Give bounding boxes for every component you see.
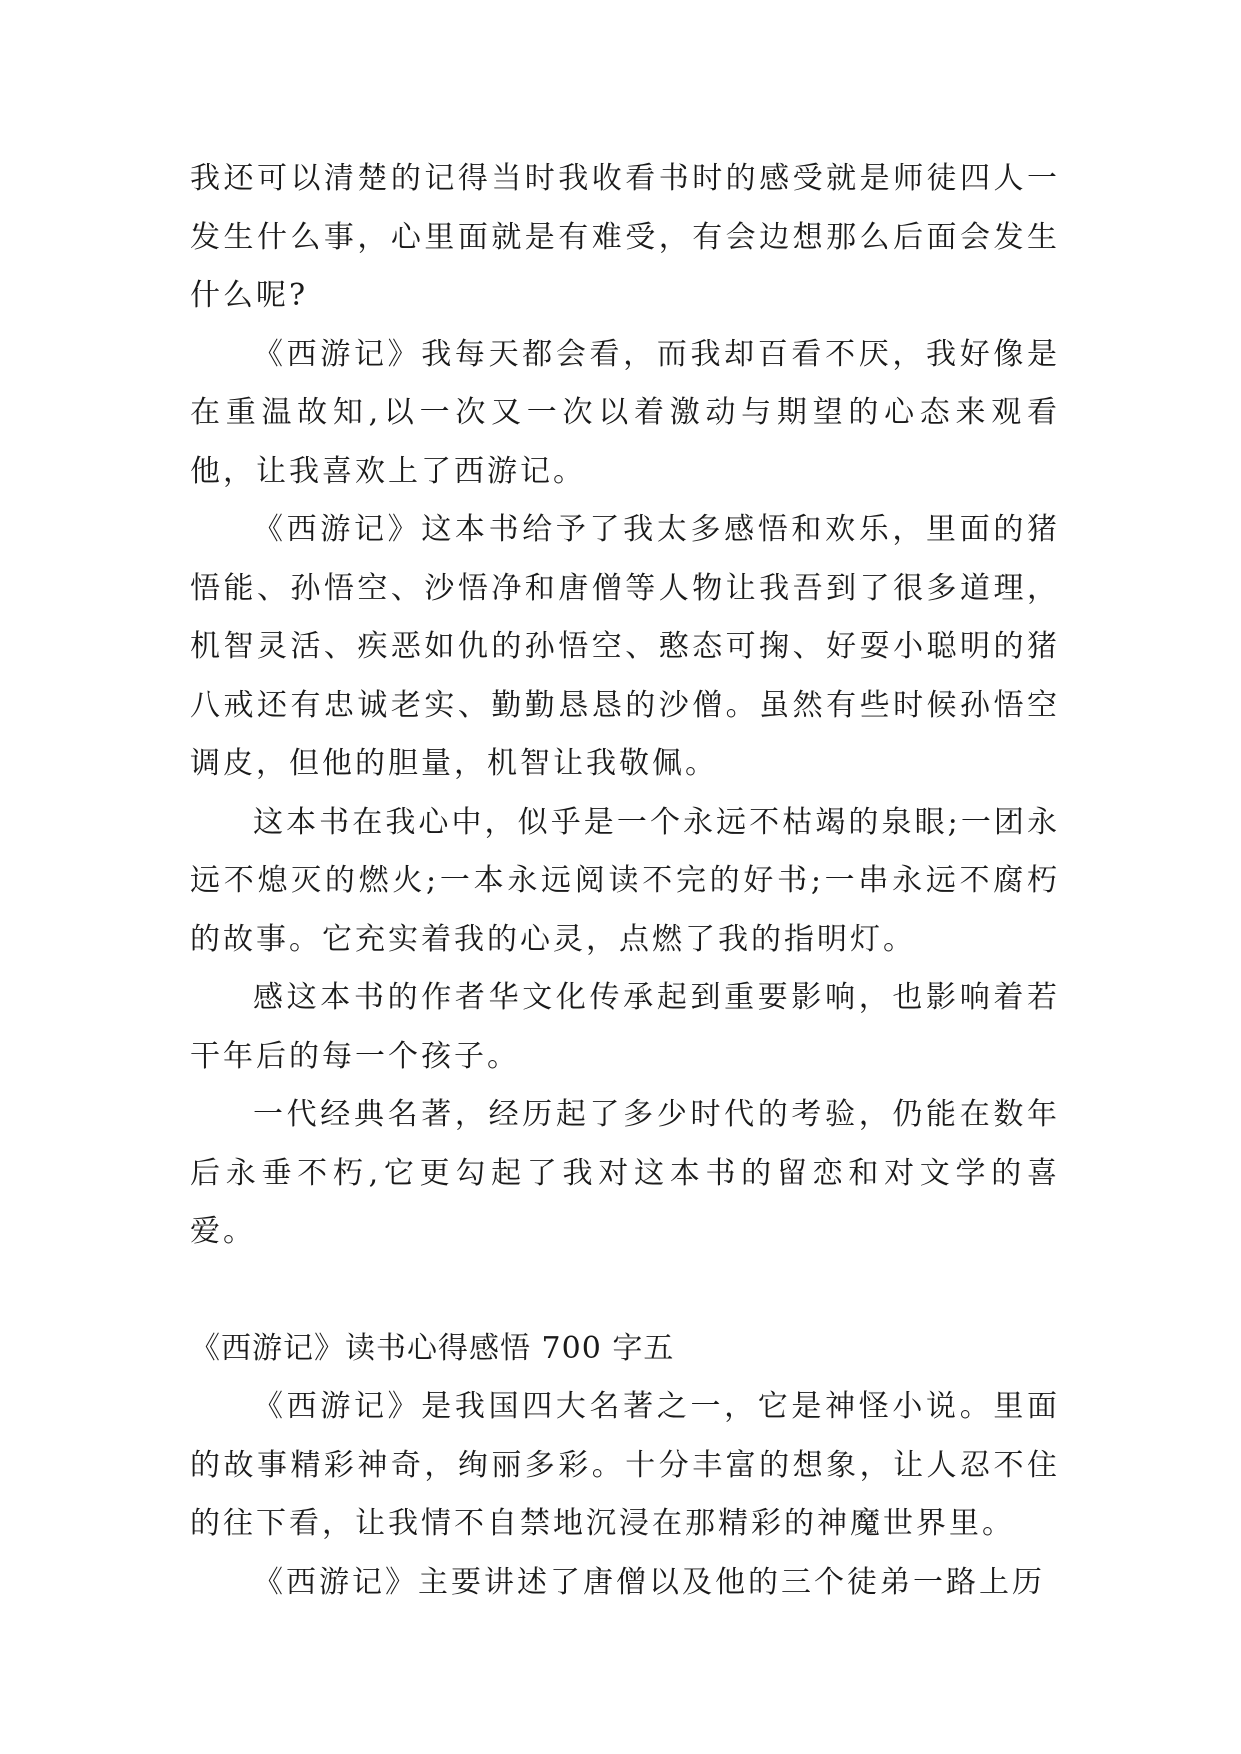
paragraph: 《西游记》我每天都会看，而我却百看不厌，我好像是在重温故知,以一次又一次以着激动与期望的心态来观看他，让我喜欢上了西游记。 — [190, 336, 1060, 489]
paragraph-continued: 我还可以清楚的记得当时我收看书时的感受就是师徒四人一发生什么事，心里面就是有难受，有会边想那么后面会发生什么呢? — [190, 161, 1060, 313]
paragraph: 《西游记》这本书给予了我太多感悟和欢乐，里面的猪悟能、孙悟空、沙悟净和唐僧等人物让我吾到了很多道理，机智灵活、疾恶如仇的孙悟空、憨态可掬、好耍小聪明的猪八戒还有忠诚老实、勤勤恳恳的沙僧。虽然有些时候孙悟空调皮，但他的胆量，机智让我敬佩。 — [190, 512, 1060, 781]
paragraph: 感这本书的作者华文化传承起到重要影响，也影响着若干年后的每一个孩子。 — [190, 980, 1060, 1074]
paragraph: 这本书在我心中，似乎是一个永远不枯竭的泉眼;一团永远不熄灭的燃火;一本永远阅读不完的好书;一串永远不腐朽的故事。它充实着我的心灵，点燃了我的指明灯。 — [190, 804, 1060, 957]
section-heading: 《西游记》读书心得感悟 700 字五 — [190, 1330, 675, 1366]
paragraph: 《西游记》主要讲述了唐僧以及他的三个徒弟一路上历 — [253, 1564, 1045, 1600]
paragraph: 《西游记》是我国四大名著之一，它是神怪小说。里面的故事精彩神奇，绚丽多彩。十分丰富的想象，让人忍不住的往下看，让我情不自禁地沉浸在那精彩的神魔世界里。 — [190, 1389, 1060, 1541]
document-body — [190, 150, 1060, 1612]
paragraph: 一代经典名著，经历起了多少时代的考验，仍能在数年后永垂不朽,它更勾起了我对这本书的留恋和对文学的喜爱。 — [190, 1097, 1060, 1249]
